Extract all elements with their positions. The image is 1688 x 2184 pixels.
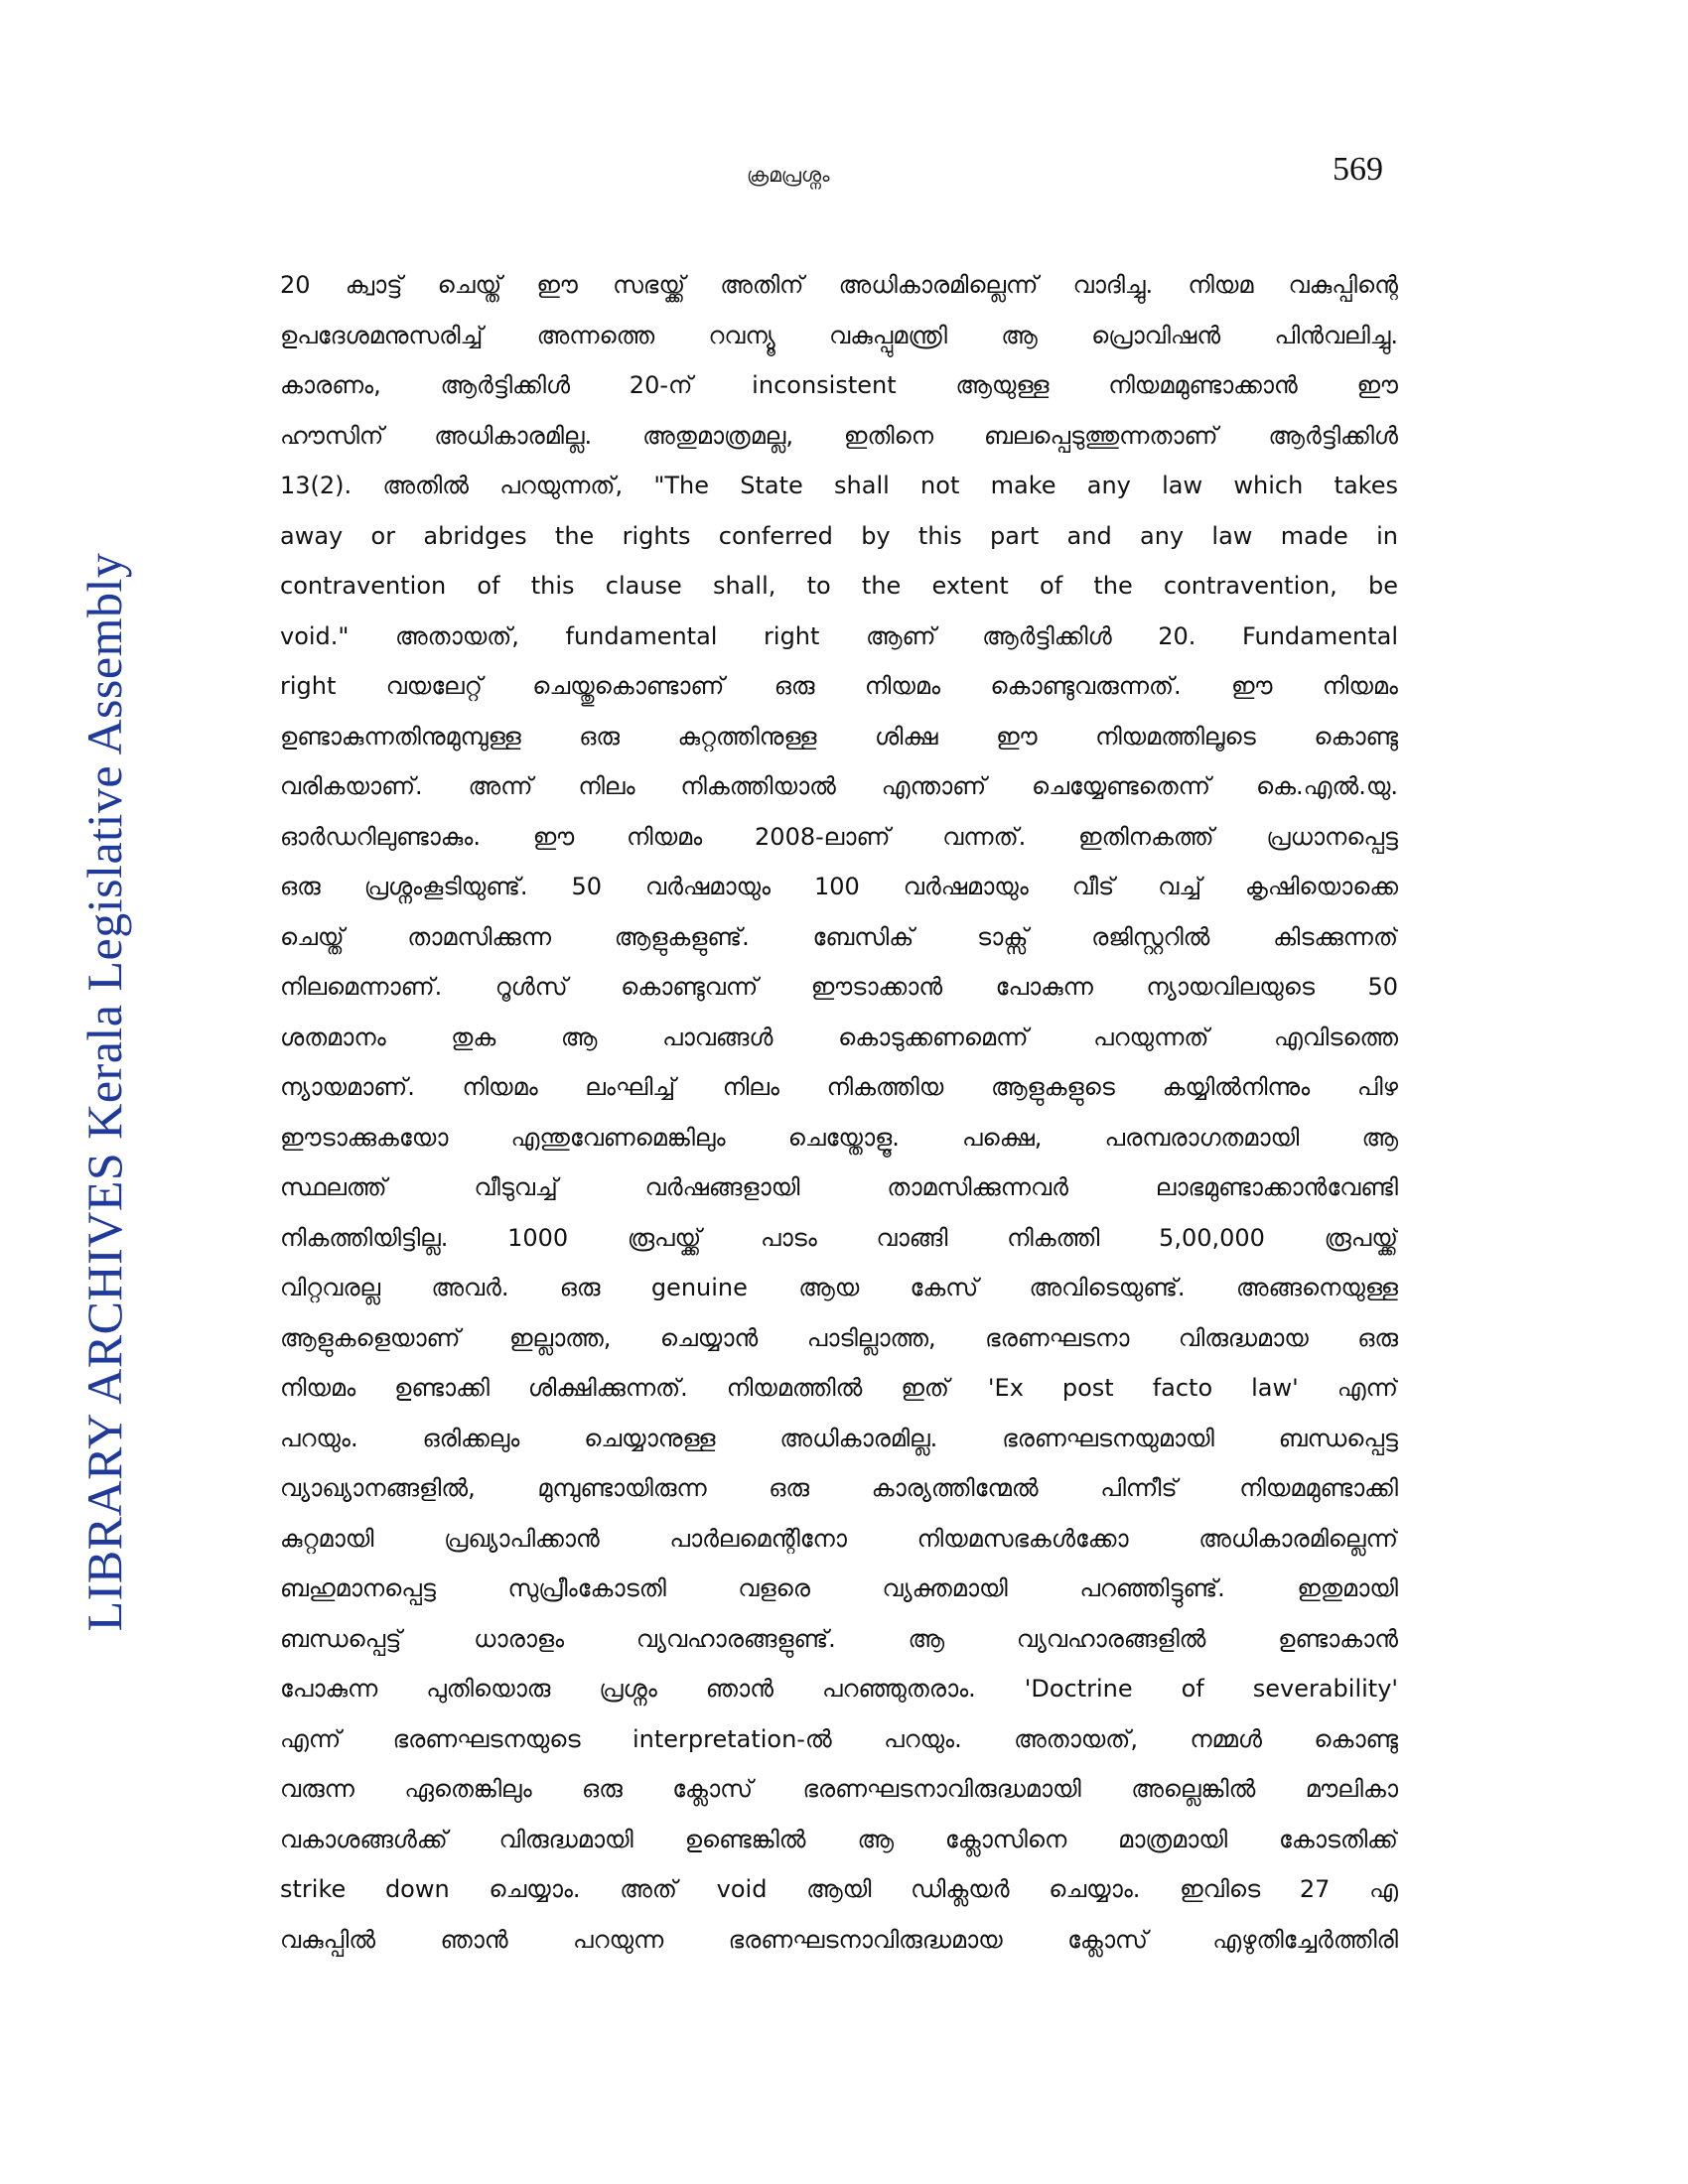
text-line: വ്യാഖ്യാനങ്ങളിൽ, മുമ്പുണ്ടായിരുന്ന ഒരു കാര്യത്തിന്മേൽ പിന്നീട് നിയമമുണ്ടാക്കി [280, 1474, 1398, 1502]
text-line: സ്ഥലത്ത് വീടുവച്ച് വർഷങ്ങളായി താമസിക്കുന്നവർ ലാഭമുണ്ടാക്കാൻവേണ്ടി [280, 1173, 1398, 1201]
text-line: വരുന്ന ഏതെങ്കിലും ഒരു ക്ലോസ് ഭരണഘടനാവിരുദ്ധമായി അല്ലെങ്കിൽ മൗലികാ [280, 1775, 1398, 1803]
text-line: ആളുകളെയാണ് ഇല്ലാത്ത, ചെയ്യാൻ പാടില്ലാത്ത, ഭരണഘടനാ വിരുദ്ധമായ ഒരു [280, 1323, 1398, 1352]
text-line: നികത്തിയിട്ടില്ല. 1000 രൂപയ്ക്ക് പാടം വാങ്ങി നികത്തി 5,00,000 രൂപയ്ക്ക് [280, 1223, 1398, 1252]
running-title: ക്രമപ്രശ്നം [747, 163, 830, 187]
text-line: 13(2). അതിൽ പറയുന്നത്, "The State shall not make any law which takes [280, 472, 1398, 499]
text-line: എന്ന് ഭരണഘടനയുടെ interpretation-ൽ പറയും. അതായത്, നമ്മൾ കൊണ്ടു [280, 1724, 1398, 1753]
page-header [0, 149, 1688, 208]
text-line: void." അതായത്, fundamental right ആണ് ആർട്ടിക്കിൾ 20. Fundamental [280, 621, 1398, 650]
text-line: ഉപദേശമനുസരിച്ച് അന്നത്തെ റവന്യൂ വകുപ്പുമന്ത്രി ആ പ്രൊവിഷൻ പിൻവലിച്ചു. [280, 321, 1398, 349]
text-line: ചെയ്ത് താമസിക്കുന്ന ആളുകളുണ്ട്. ബേസിക് ടാക്സ് രജിസ്റ്ററിൽ കിടക്കുന്നത് [280, 922, 1398, 951]
text-line: പോകുന്ന പുതിയൊരു പ്രശ്നം ഞാൻ പറഞ്ഞുതരാം. 'Doctrine of severability' [280, 1675, 1398, 1703]
text-line: ശതമാനം തുക ആ പാവങ്ങൾ കൊടുക്കണമെന്ന് പറയുന്നത് എവിടത്തെ [280, 1023, 1398, 1051]
text-line: വകുപ്പിൽ ഞാൻ പറയുന്ന ഭരണഘടനാവിരുദ്ധമായ ക്ലോസ് എഴുതിച്ചേർത്തിരി [280, 1925, 1398, 1954]
text-line: ബന്ധപ്പെട്ട് ധാരാളം വ്യവഹാരങ്ങളുണ്ട്. ആ വ്യവഹാരങ്ങളിൽ ഉണ്ടാകാൻ [280, 1624, 1398, 1653]
body-text [280, 260, 1398, 1965]
text-line: ന്യായമാണ്. നിയമം ലംഘിച്ച് നിലം നികത്തിയ ആളുകളുടെ കയ്യിൽനിന്നും പിഴ [280, 1073, 1398, 1101]
text-line: വിറ്റവരല്ല അവർ. ഒരു genuine ആയ കേസ് അവിടെയുണ്ട്. അങ്ങനെയുള്ള [280, 1274, 1398, 1301]
text-line: നിയമം ഉണ്ടാക്കി ശിക്ഷിക്കുന്നത്. നിയമത്തിൽ ഇത് 'Ex post facto law' എന്ന് [280, 1374, 1398, 1402]
text-line: right വയലേറ്റ് ചെയ്തുകൊണ്ടാണ് ഒരു നിയമം കൊണ്ടുവരുന്നത്. ഈ നിയമം [280, 672, 1398, 700]
text-line: ഈടാക്കുകയോ എന്തുവേണമെങ്കിലും ചെയ്തോളൂ. പക്ഷെ, പരമ്പരാഗതമായി ആ [280, 1123, 1398, 1152]
text-line: കാരണം, ആർട്ടിക്കിൾ 20-ന് inconsistent ആയുള്ള നിയമമുണ്ടാക്കാൻ ഈ [280, 371, 1398, 399]
text-line: പറയും. ഒരിക്കലും ചെയ്യാനുള്ള അധികാരമില്ല. ഭരണഘടനയുമായി ബന്ധപ്പെട്ട [280, 1424, 1398, 1452]
page-number: 569 [1333, 151, 1383, 188]
text-line: 20 ക്വാട്ട് ചെയ്ത് ഈ സഭയ്ക്ക് അതിന് അധികാരമില്ലെന്ന് വാദിച്ചു. നിയമ വകുപ്പിന്റെ [280, 271, 1398, 299]
text-line: strike down ചെയ്യാം. അത് void ആയി ഡിക്ലയർ ചെയ്യാം. ഇവിടെ 27 എ [280, 1875, 1398, 1903]
text-line: contravention of this clause shall, to the extent of the contravention, be [280, 572, 1398, 600]
text-line: നിലമെന്നാണ്. റൂൾസ് കൊണ്ടുവന്ന് ഈടാക്കാൻ പോകുന്ന ന്യായവിലയുടെ 50 [280, 973, 1398, 1001]
text-line: വരികയാണ്. അന്ന് നിലം നികത്തിയാൽ എന്താണ് ചെയ്യേണ്ടതെന്ന് കെ.എൽ.യു. [280, 772, 1398, 800]
text-line: കുറ്റമായി പ്രഖ്യാപിക്കാൻ പാർലമെന്റിനോ നിയമസഭകൾക്കോ അധികാരമില്ലെന്ന് [280, 1524, 1398, 1553]
text-line: away or abridges the rights conferred by this part and any law made in [280, 521, 1398, 550]
archive-watermark: LIBRARY ARCHIVES Kerala Legislative Assembly [76, 552, 132, 1632]
text-line: ഹൗസിന് അധികാരമില്ല. അതുമാത്രമല്ല, ഇതിനെ ബലപ്പെടുത്തുന്നതാണ് ആർട്ടിക്കിൾ [280, 421, 1398, 450]
text-line: ഓർഡറിലുണ്ടാകും. ഈ നിയമം 2008-ലാണ് വന്നത്. ഇതിനകത്ത് പ്രധാനപ്പെട്ട [280, 822, 1398, 851]
text-line: ഒരു പ്രശ്നംകൂടിയുണ്ട്. 50 വർഷമായും 100 വർഷമായും വീട് വച്ച് കൃഷിയൊക്കെ [280, 873, 1398, 900]
text-line: ഉണ്ടാകുന്നതിനുമുമ്പുള്ള ഒരു കുറ്റത്തിനുള്ള ശിക്ഷ ഈ നിയമത്തിലൂടെ കൊണ്ടു [280, 722, 1398, 751]
text-line: വകാശങ്ങൾക്ക് വിരുദ്ധമായി ഉണ്ടെങ്കിൽ ആ ക്ലോസിനെ മാത്രമായി കോടതിക്ക് [280, 1825, 1398, 1853]
text-line: ബഹുമാനപ്പെട്ട സുപ്രീംകോടതി വളരെ വ്യക്തമായി പറഞ്ഞിട്ടുണ്ട്. ഇതുമായി [280, 1574, 1398, 1602]
